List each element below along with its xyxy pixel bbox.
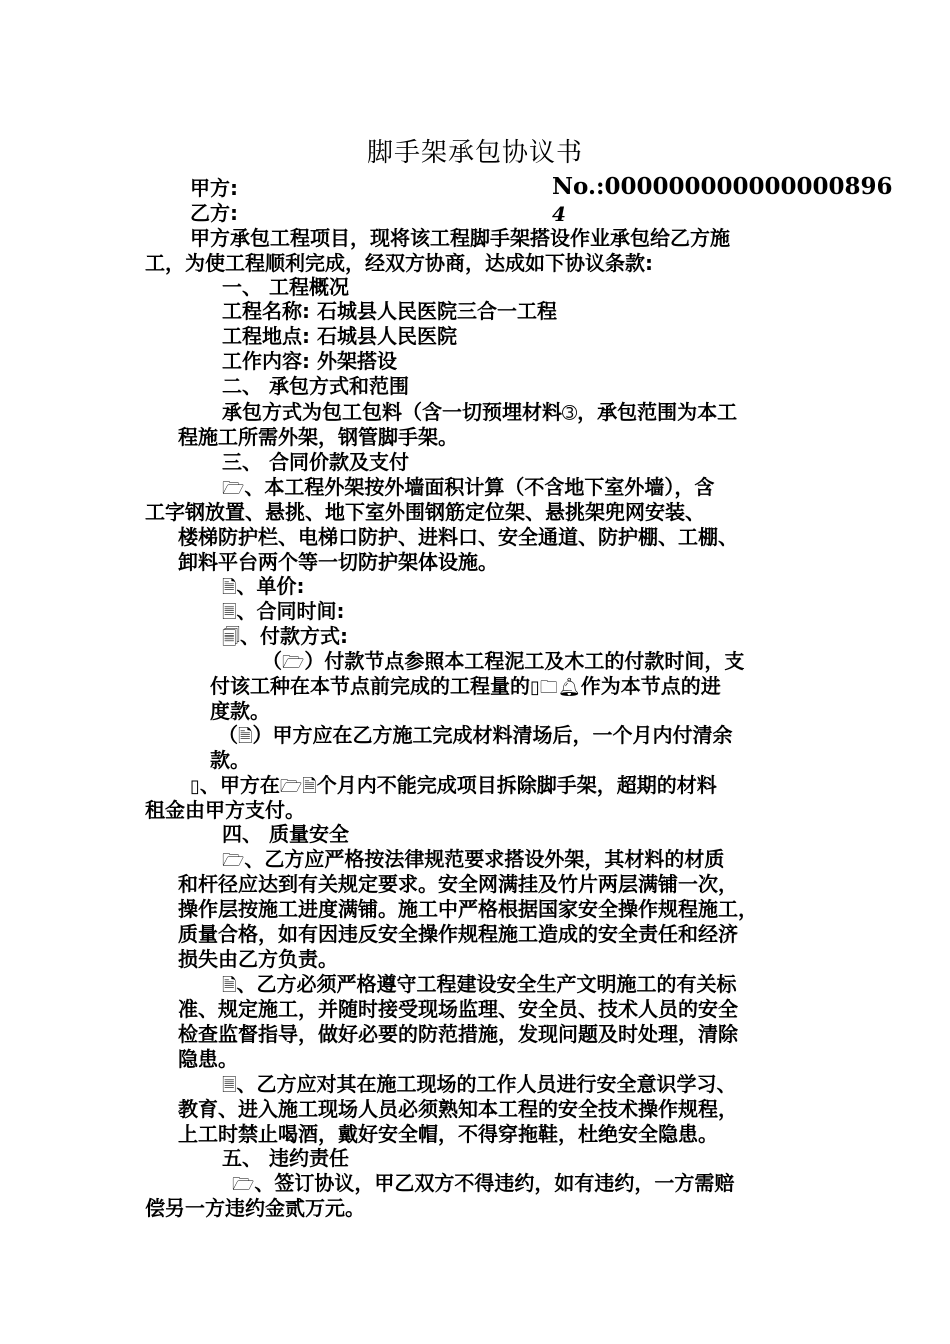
- folder-document-icon: 🗁🗎: [279, 776, 317, 797]
- folder-icon: 🗁: [222, 850, 245, 871]
- document-icon: 🗎: [222, 975, 237, 996]
- section-2-heading: 二、 承包方式和范围: [222, 374, 409, 398]
- section-4-c-line-1: 🗏、乙方应对其在施工现场的工作人员进行安全意识学习、: [222, 1072, 737, 1096]
- contract-number: No.:000000000000000896: [552, 173, 893, 200]
- section-3-item-5-line-1: ▯、甲方在🗁🗎个月内不能完成项目拆除脚手架，超期的材料: [190, 773, 717, 797]
- document-icon: 🗎: [238, 726, 253, 747]
- project-location: 工程地点: 石城县人民医院: [222, 324, 457, 348]
- payment-clause-1-line-3: 度款。: [210, 699, 270, 723]
- contract-time: 🗏、合同时间:: [222, 599, 345, 623]
- intro-line-2: 工，为使工程顺利完成，经双方协商，达成如下协议条款:: [145, 251, 653, 275]
- section-3-item-5-line-2: 租金由甲方支付。: [145, 798, 305, 822]
- page-icon: 🗏: [222, 1075, 237, 1096]
- unit-price: 🗎、单价:: [222, 574, 305, 598]
- project-name: 工程名称: 石城县人民医院三合一工程: [222, 299, 557, 323]
- section-2-line-2: 程施工所需外架，钢管脚手架。: [178, 425, 458, 449]
- section-4-c-line-3: 上工时禁止喝酒，戴好安全帽，不得穿拖鞋，杜绝安全隐患。: [178, 1122, 718, 1146]
- section-4-b-line-4: 隐患。: [178, 1047, 238, 1071]
- section-5-line-1: 🗁、签订协议，甲乙双方不得违约，如有违约，一方需赔: [232, 1171, 735, 1195]
- work-content: 工作内容: 外架搭设: [222, 349, 397, 373]
- document-icon: 🗎: [222, 577, 237, 598]
- payment-clause-1-line-1: （🗁）付款节点参照本工程泥工及木工的付款时间，支: [262, 649, 745, 673]
- section-4-c-line-2: 教育、进入施工现场人员必须熟知本工程的安全技术操作规程，: [178, 1097, 738, 1121]
- folder-icon: 🗁: [282, 652, 305, 673]
- payment-clause-1-line-2: 付该工种在本节点前完成的工程量的▯🗀🔔︎作为本节点的进: [210, 674, 721, 698]
- section-3-item-1-line-3: 楼梯防护栏、电梯口防护、进料口、安全通道、防护棚、工棚、: [178, 525, 738, 549]
- section-4-b-line-2: 准、规定施工，并随时接受现场监理、安全员、技术人员的安全: [178, 997, 738, 1021]
- section-4-b-line-1: 🗎、乙方必须严格遵守工程建设安全生产文明施工的有关标: [222, 972, 737, 996]
- section-2-line-1: 承包方式为包工包料（含一切预埋材料➂，承包范围为本工: [222, 400, 738, 424]
- contract-number-tail: 4: [552, 202, 566, 226]
- section-4-a-line-2: 和杆径应达到有关规定要求。安全网满挂及竹片两层满铺一次，: [178, 872, 738, 896]
- page-icon: 🗏: [222, 602, 237, 623]
- party-b-label: 乙方:: [190, 201, 238, 225]
- payment-clause-2-line-1: （🗎）甲方应在乙方施工完成材料清场后，一个月内付清余: [218, 723, 733, 747]
- section-3-item-1-line-4: 卸料平台两个等一切防护架体设施。: [178, 550, 498, 574]
- folder-icon: 🗁: [222, 478, 245, 499]
- section-4-a-line-4: 质量合格，如有因违反安全操作规程施工造成的安全责任和经济: [178, 922, 738, 946]
- section-4-b-line-3: 检查监督指导，做好必要的防范措施，发现问题及时处理，清除: [178, 1022, 738, 1046]
- section-4-a-line-1: 🗁、乙方应严格按法律规范要求搭设外架，其材料的材质: [222, 847, 725, 871]
- payment-method: 🗐、付款方式:: [222, 624, 348, 648]
- section-4-a-line-3: 操作层按施工进度满铺。施工中严格根据国家安全操作规程施工，: [178, 897, 758, 921]
- section-3-item-1-line-1: 🗁、本工程外架按外墙面积计算（不含地下室外墙），含: [222, 475, 715, 499]
- circled-digit-icon: ➂: [562, 403, 578, 424]
- section-5-heading: 五、 违约责任: [222, 1146, 349, 1170]
- section-3-item-1-line-2: 工字钢放置、悬挑、地下室外围钢筋定位架、悬挑架兜网安装、: [145, 500, 705, 524]
- section-5-line-2: 偿另一方违约金贰万元。: [145, 1196, 365, 1220]
- document-title: 脚手架承包协议书: [366, 138, 583, 168]
- section-1-heading: 一、 工程概况: [222, 275, 349, 299]
- section-4-a-line-5: 损失由乙方负责。: [178, 947, 338, 971]
- pages-icon: 🗐: [222, 627, 240, 648]
- payment-clause-2-line-2: 款。: [210, 748, 250, 772]
- mobile-icon: ▯: [190, 776, 200, 797]
- section-3-heading: 三、 合同价款及支付: [222, 450, 409, 474]
- mobile-folder-bell-icon: ▯🗀🔔︎: [530, 677, 581, 698]
- section-4-heading: 四、 质量安全: [222, 822, 349, 846]
- party-a-label: 甲方:: [190, 176, 238, 200]
- intro-line-1: 甲方承包工程项目，现将该工程脚手架搭设作业承包给乙方施: [190, 226, 730, 250]
- folder-icon: 🗁: [232, 1174, 255, 1195]
